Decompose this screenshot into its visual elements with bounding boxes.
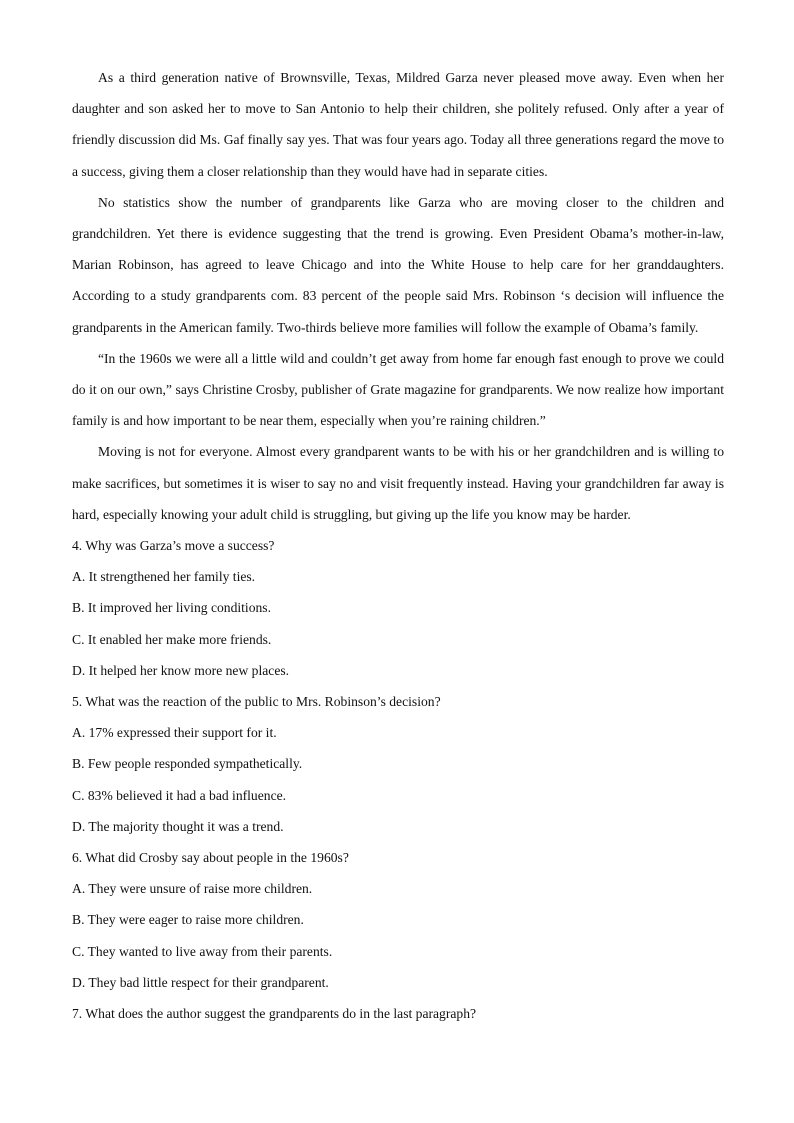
question-6: [72, 842, 724, 998]
question-option: D. The majority thought it was a trend.: [72, 818, 284, 834]
passage-paragraph-4: Moving is not for everyone. Almost every grandparent wants to be with his or her grandchildren and is willing to make sacrifices, but sometimes it is wiser to say no and visit frequently instead. Having your grandchildren far away is hard, especially knowing your adult child is struggling, but giving up the life you know may be harder.: [72, 444, 724, 522]
passage-paragraph-1: As a third generation native of Brownsville, Texas, Mildred Garza never pleased move away. Even when her daughter and son asked her to move to San Antonio to help their children, she politely refused. Only after a year of friendly discussion did Ms. Gaf finally say yes. That was four years ago. Today all three generations regard the move to a success, giving them a closer relationship than they would have had in separate cities.: [72, 70, 724, 179]
question-stem: 6. What did Crosby say about people in the 1960s?: [72, 850, 349, 866]
question-stem: 7. What does the author suggest the grandparents do in the last paragraph?: [72, 1006, 477, 1022]
question-option: B. Few people responded sympathetically.: [72, 756, 303, 772]
question-option: D. They bad little respect for their grandparent.: [72, 974, 329, 990]
document-page: [72, 62, 724, 1029]
question-stem: 4. Why was Garza’s move a success?: [72, 538, 275, 554]
question-4: [72, 530, 724, 686]
question-5: [72, 686, 724, 842]
question-option: A. It strengthened her family ties.: [72, 569, 256, 585]
question-stem: 5. What was the reaction of the public to Mrs. Robinson’s decision?: [72, 694, 441, 710]
question-option: C. 83% believed it had a bad influence.: [72, 787, 287, 803]
question-7: [72, 998, 724, 1029]
question-option: C. They wanted to live away from their parents.: [72, 943, 333, 959]
question-option: B. It improved her living conditions.: [72, 600, 271, 616]
question-option: B. They were eager to raise more children.: [72, 912, 304, 928]
passage-paragraph-3: “In the 1960s we were all a little wild and couldn’t get away from home far enough fast enough to prove we could do it on our own,” says Christine Crosby, publisher of Grate magazine for grandparents. We now realize how important family is and how important to be near them, especially when you’re raining children.”: [72, 350, 724, 429]
passage-paragraph-2: No statistics show the number of grandparents like Garza who are moving closer to the children and grandchildren. Yet there is evidence suggesting that the trend is growing. Even President Obama’s mother-in-law, Marian Robinson, has agreed to leave Chicago and into the White House to help care for her granddaughters. According to a study grandparents com. 83 percent of the people said Mrs. Robinson ‘s decision will influence the grandparents in the American family. Two-thirds believe more families will follow the example of Obama’s family.: [72, 194, 724, 335]
question-option: A. They were unsure of raise more children.: [72, 881, 313, 897]
question-option: C. It enabled her make more friends.: [72, 631, 272, 647]
question-option: D. It helped her know more new places.: [72, 662, 290, 678]
question-option: A. 17% expressed their support for it.: [72, 725, 277, 741]
